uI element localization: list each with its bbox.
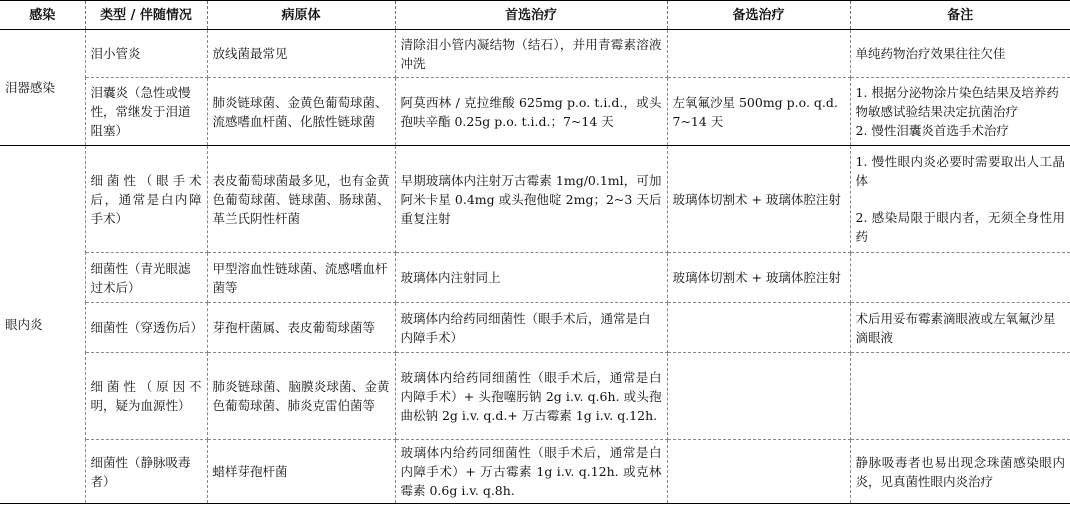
alternative-cell: 左氧氟沙星 500mg p.o. q.d. 7~14 天 [667,78,850,146]
type-cell: 细菌性（青光眼滤过术后） [85,253,207,303]
table-row [0,303,1070,353]
pathogen-cell: 蜡样芽孢杆菌 [207,440,395,504]
header-alternative: 备选治疗 [667,1,850,30]
header-row [0,1,1070,30]
alternative-cell [667,353,850,440]
note-line: 1. 根据分泌物涂片染色结果及培养药物敏感试验结果决定抗菌治疗 [855,85,1059,119]
pathogen-cell: 肺炎链球菌、金黄色葡萄球菌、流感嗜血杆菌、化脓性链球菌 [207,78,395,146]
first-choice-cell: 玻璃体内注射同上 [395,253,667,303]
type-cell: 细菌性（眼手术后，通常是白内障手术） [85,146,207,253]
first-choice-cell: 玻璃体内给药同细菌性（眼手术后，通常是白内障手术）+ 万古霉素 1g i.v. q.12h. 或克林霉素 0.6g i.v. q.8h. [395,440,667,504]
table-row [0,440,1070,504]
notes-cell [850,303,1070,353]
note-line: 2. 感染局限于眼内者，无须全身性用药 [855,210,1065,244]
notes-cell [850,30,1070,78]
alternative-cell [667,440,850,504]
infection-cell: 眼内炎 [0,146,85,504]
table-row [0,30,1070,78]
alternative-cell: 玻璃体切割术 + 玻璃体腔注射 [667,253,850,303]
note-spacer [856,190,1066,208]
first-choice-cell: 玻璃体内给药同细菌性（眼手术后，通常是白内障手术）+ 头孢噻肟钠 2g i.v. q.6h. 或头孢曲松钠 2g i.v. q.d.+ 万古霉素 1g i.v. q.12h. [395,353,667,440]
header-infection: 感染 [0,1,85,30]
note-line: 2. 慢性泪囊炎首选手术治疗 [855,123,1009,138]
pathogen-cell: 芽孢杆菌属、表皮葡萄球菌等 [207,303,395,353]
pathogen-cell: 肺炎链球菌、脑膜炎球菌、金黄色葡萄球菌、肺炎克雷伯菌等 [207,353,395,440]
notes-cell [850,353,1070,440]
note-line: 术后用妥布霉素滴眼液或左氧氟沙星滴眼液 [855,310,1056,345]
alternative-cell [667,30,850,78]
note-line: 1. 慢性眼内炎必要时需要取出人工晶体 [855,154,1065,188]
alternative-cell [667,303,850,353]
pathogen-cell: 放线菌最常见 [207,30,395,78]
notes-cell [850,253,1070,303]
pathogen-cell: 甲型溶血性链球菌、流感嗜血杆菌等 [207,253,395,303]
type-cell: 细菌性（静脉吸毒者） [85,440,207,504]
first-choice-cell: 玻璃体内给药同细菌性（眼手术后，通常是白内障手术） [395,303,667,353]
table-row [0,146,1070,253]
pathogen-cell: 表皮葡萄球菌最多见，也有金黄色葡萄球菌、链球菌、肠球菌、革兰氏阴性杆菌 [207,146,395,253]
table-row [0,78,1070,146]
type-cell: 泪小管炎 [85,30,207,78]
notes-cell [850,78,1070,146]
note-line: 静脉吸毒者也易出现念珠菌感染眼内炎，见真菌性眼内炎治疗 [855,454,1065,489]
first-choice-cell: 清除泪小管内凝结物（结石），并用青霉素溶液冲洗 [395,30,667,78]
type-cell: 细菌性（穿透伤后） [85,303,207,353]
table-row [0,353,1070,440]
alternative-cell: 玻璃体切割术 + 玻璃体腔注射 [667,146,850,253]
type-cell: 泪囊炎（急性或慢性，常继发于泪道阻塞） [85,78,207,146]
table-row [0,253,1070,303]
notes-cell [850,440,1070,504]
first-choice-cell: 早期玻璃体内注射万古霉素 1mg/0.1ml，可加阿米卡星 0.4mg 或头孢他啶 2mg；2~3 天后重复注射 [395,146,667,253]
note-line: 单纯药物治疗效果往往欠佳 [855,46,1006,61]
header-pathogen: 病原体 [207,1,395,30]
header-first-choice: 首选治疗 [395,1,667,30]
header-notes: 备注 [850,1,1070,30]
header-type: 类型 / 伴随情况 [85,1,207,30]
infection-cell: 泪器感染 [0,30,85,146]
type-cell: 细菌性（原因不明，疑为血源性） [85,353,207,440]
notes-cell [850,146,1070,253]
first-choice-cell: 阿莫西林 / 克拉维酸 625mg p.o. t.i.d.，或头孢呋辛酯 0.25g p.o. t.i.d.；7~14 天 [395,78,667,146]
